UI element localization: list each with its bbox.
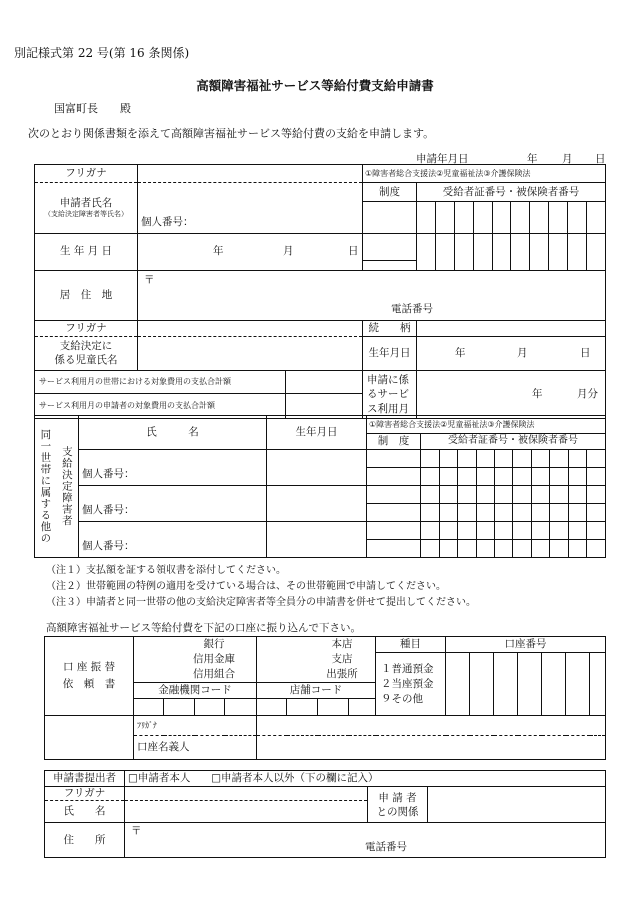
intro-text: 次のとおり関係書類を添えて高額障害福祉サービス等給付費の支給を申請します。 (28, 127, 435, 140)
submitter-address-field[interactable] (125, 823, 606, 858)
form-reference: 別記様式第 22 号(第 16 条関係) (14, 46, 190, 60)
child-relation-field[interactable] (417, 321, 606, 337)
member-3-name-field[interactable] (79, 522, 267, 558)
child-name-field[interactable] (138, 337, 363, 371)
application-date-label: 申請年月日 (416, 153, 469, 165)
child-birth-field[interactable] (417, 337, 606, 371)
notes-block (46, 563, 476, 611)
holder-furigana-field[interactable] (257, 716, 606, 736)
address-postal-mark: 〒 (144, 274, 155, 286)
application-date-month: 月 (562, 153, 573, 165)
system-field[interactable] (363, 234, 417, 271)
member-3-cert-grid-a[interactable] (421, 522, 606, 540)
bank-kind-2[interactable]: ２当座預金 (381, 677, 434, 690)
cert-number-cell (417, 183, 606, 234)
inst-code-label: 金融機関コード (134, 683, 257, 699)
member-2-system-field-a[interactable] (367, 486, 421, 504)
branch-code-label: 店舗コード (257, 683, 376, 699)
note-2: （注２）世帯範囲の特例の適用を受けている場合は、その世帯範囲で申請してください。 (46, 581, 446, 592)
child-name-label-cell (35, 337, 138, 371)
account-digit-1[interactable] (446, 653, 470, 716)
member-3-my-number-label: 個人番号： (82, 539, 135, 552)
laws-label: ①障害者総合支援法②児童福祉法③介護保険法 (363, 165, 606, 183)
submitter-furigana-field[interactable] (125, 787, 368, 801)
bank-type-3: 信用組合 (193, 668, 235, 680)
usage-month-year: 年 (532, 387, 543, 400)
household-cert-label: 受給者証番号・被保険者番号 (421, 434, 606, 450)
account-digit-3[interactable] (494, 653, 518, 716)
member-3-system-field-b[interactable] (367, 540, 421, 558)
addressee: 国富町長 殿 (54, 102, 131, 115)
account-digit-5[interactable] (542, 653, 566, 716)
submitter-relation-field[interactable] (428, 787, 606, 823)
birth-day-label: 日 (348, 245, 359, 257)
member-3-birth-field[interactable] (267, 522, 367, 558)
child-name-label-1: 支給決定に (59, 340, 113, 353)
household-side-label-1-cell (35, 416, 55, 558)
birth-month-label: 月 (283, 245, 294, 257)
member-1-cert-grid-a[interactable] (421, 450, 606, 468)
member-2-birth-field[interactable] (267, 486, 367, 522)
child-relation-label: 続 柄 (363, 321, 417, 337)
form-title: 高額障害福祉サービス等給付費支給申請書 (196, 78, 434, 93)
household-system-label: 制 度 (367, 434, 421, 450)
submitter-opt-other[interactable]: □申請者本人以外（下の欄に記入） (211, 771, 379, 784)
bank-branch-cell[interactable] (257, 637, 376, 683)
applicant-name-field[interactable] (138, 183, 363, 234)
birth-label: 生 年 月 日 (35, 234, 138, 271)
bank-kind-label: 種目 (376, 637, 446, 653)
submitter-label: 申請書提出者 (45, 771, 125, 787)
household-laws-label: ①障害者総合支援法②児童福祉法③介護保険法 (367, 416, 606, 434)
submitter-relation-label-2: との関係 (376, 805, 419, 818)
branch-code-digit-2[interactable] (287, 699, 318, 716)
branch-code-digit-3[interactable] (318, 699, 349, 716)
system-cell (363, 183, 417, 234)
member-2-cert-grid-a[interactable] (421, 486, 606, 504)
member-2-my-number-label: 個人番号： (82, 503, 135, 516)
address-field[interactable] (138, 271, 606, 321)
child-birth-month: 月 (517, 347, 528, 359)
bank-institution-cell[interactable] (134, 637, 257, 683)
furigana-field[interactable] (138, 165, 363, 183)
member-1-my-number-label: 個人番号： (82, 467, 135, 480)
submitter-address-label: 住 所 (45, 823, 125, 858)
submitter-table (44, 770, 606, 858)
inst-code-digit-2[interactable] (164, 699, 195, 716)
applicant-table (34, 164, 606, 419)
cert-number-field[interactable] (417, 234, 606, 271)
submitter-options (125, 771, 606, 787)
holder-name-field[interactable] (257, 736, 606, 760)
applicant-total-label: サービス利用月の申請者の対象費用の支払合計額 (39, 401, 215, 410)
bank-type-2: 信用金庫 (193, 653, 235, 665)
bank-request-label-cell (45, 637, 134, 716)
bank-branch-3: 出張所 (326, 668, 358, 680)
bank-request-label-2: 依 頼 書 (62, 678, 116, 690)
member-1-system-field-b[interactable] (367, 468, 421, 486)
submitter-relation-label-cell (368, 787, 428, 823)
household-total-label: サービス利用月の世帯における対象費用の支払合計額 (39, 377, 231, 386)
household-birth-label: 生年月日 (267, 416, 367, 450)
applicant-name-label-cell (35, 183, 138, 234)
child-birth-label: 生年月日 (363, 337, 417, 371)
submitter-name-field[interactable] (125, 801, 368, 823)
bank-branch-1: 本店 (331, 638, 353, 650)
usage-month-label-1: 申請に係 (367, 373, 409, 386)
address-label: 居 住 地 (35, 271, 138, 321)
note-3: （注３）申請者と同一世帯の他の支給決定障害者等全員分の申請書を併せて提出してください。 (46, 597, 476, 608)
cert-number-label: 受給者証番号・被保険者番号 (417, 183, 605, 202)
applicant-name-sub-label: （支給決定障害者等氏名） (44, 210, 128, 219)
inst-code-digit-1[interactable] (134, 699, 164, 716)
usage-month-field[interactable] (417, 371, 606, 419)
submitter-name-label: 氏 名 (45, 801, 125, 823)
bank-request-label-1: 口 座 振 替 (62, 661, 115, 673)
address-phone-label: 電話番号 (391, 303, 433, 315)
member-3-cert-grid-b[interactable] (421, 540, 606, 558)
child-furigana-label: フリガナ (35, 321, 138, 337)
cert-number-grid[interactable] (417, 202, 605, 233)
submitter-relation-label-1: 申 請 者 (378, 791, 417, 804)
household-table (34, 415, 606, 558)
system-label: 制度 (363, 183, 416, 202)
holder-furigana-label: ﾌﾘｶﾞﾅ (134, 716, 257, 736)
branch-code-digit-1[interactable] (257, 699, 287, 716)
holder-label: 口座名義人 (134, 736, 257, 760)
account-digit-6[interactable] (566, 653, 590, 716)
child-furigana-field[interactable] (138, 321, 363, 337)
bank-table (44, 636, 606, 760)
member-3-system-field-a[interactable] (367, 522, 421, 540)
bank-branch-2: 支店 (331, 653, 353, 665)
branch-code-digit-4[interactable] (349, 699, 376, 716)
member-2-cert-grid-b[interactable] (421, 504, 606, 522)
note-1: （注１）支払額を証する領収書を添付してください。 (46, 565, 286, 576)
account-digit-4[interactable] (518, 653, 542, 716)
submitter-opt-self[interactable]: □申請者本人 (128, 771, 191, 784)
household-side-label-2: 支給決定障害者 (60, 446, 73, 527)
member-2-system-field-b[interactable] (367, 504, 421, 522)
usage-month-label-cell (363, 371, 417, 419)
furigana-label: フリガナ (35, 165, 138, 183)
applicant-name-label: 申請者氏名 (59, 197, 113, 210)
usage-month-month: 月分 (577, 387, 598, 400)
application-date-day: 日 (595, 153, 606, 165)
bank-blank-b (45, 736, 134, 760)
inst-code-digit-3[interactable] (195, 699, 225, 716)
member-1-name-field[interactable] (79, 450, 267, 486)
account-digit-2[interactable] (470, 653, 494, 716)
household-total-row (35, 371, 363, 394)
household-side-label-2-cell (55, 416, 79, 558)
usage-month-label-2: るサービ (367, 388, 409, 401)
child-name-label-2: 係る児童氏名 (54, 353, 118, 366)
member-1-birth-field[interactable] (267, 450, 367, 486)
inst-code-digit-4[interactable] (225, 699, 257, 716)
bank-kind-1[interactable]: １普通預金 (381, 662, 434, 675)
member-1-cert-grid-b[interactable] (421, 468, 606, 486)
usage-month-label-3: ス利用月 (367, 402, 409, 415)
bank-kind-options[interactable] (376, 653, 446, 716)
account-digit-7[interactable] (590, 653, 606, 716)
household-name-label: 氏 名 (79, 416, 267, 450)
bank-kind-3[interactable]: ９その他 (381, 692, 423, 705)
child-birth-day: 日 (580, 347, 591, 359)
household-total-field[interactable] (285, 371, 362, 393)
birth-field[interactable] (138, 234, 363, 271)
bank-account-no-label: 口座番号 (446, 637, 606, 653)
bank-intro: 高額障害福祉サービス等給付費を下記の口座に振り込んで下さい。 (46, 622, 361, 634)
child-birth-year: 年 (455, 347, 466, 359)
bank-type-1: 銀行 (203, 638, 225, 650)
application-date-year: 年 (527, 153, 538, 165)
bank-blank-a (45, 716, 134, 736)
member-2-name-field[interactable] (79, 486, 267, 522)
submitter-postal-mark: 〒 (131, 825, 142, 838)
submitter-furigana-label: フリガナ (45, 787, 125, 801)
submitter-phone-label: 電話番号 (365, 841, 407, 854)
applicant-my-number-label: 個人番号： (141, 215, 194, 228)
household-side-label-1: 同一世帯に属する他の (39, 429, 52, 544)
birth-year-label: 年 (213, 245, 224, 257)
member-1-system-field-a[interactable] (367, 450, 421, 468)
